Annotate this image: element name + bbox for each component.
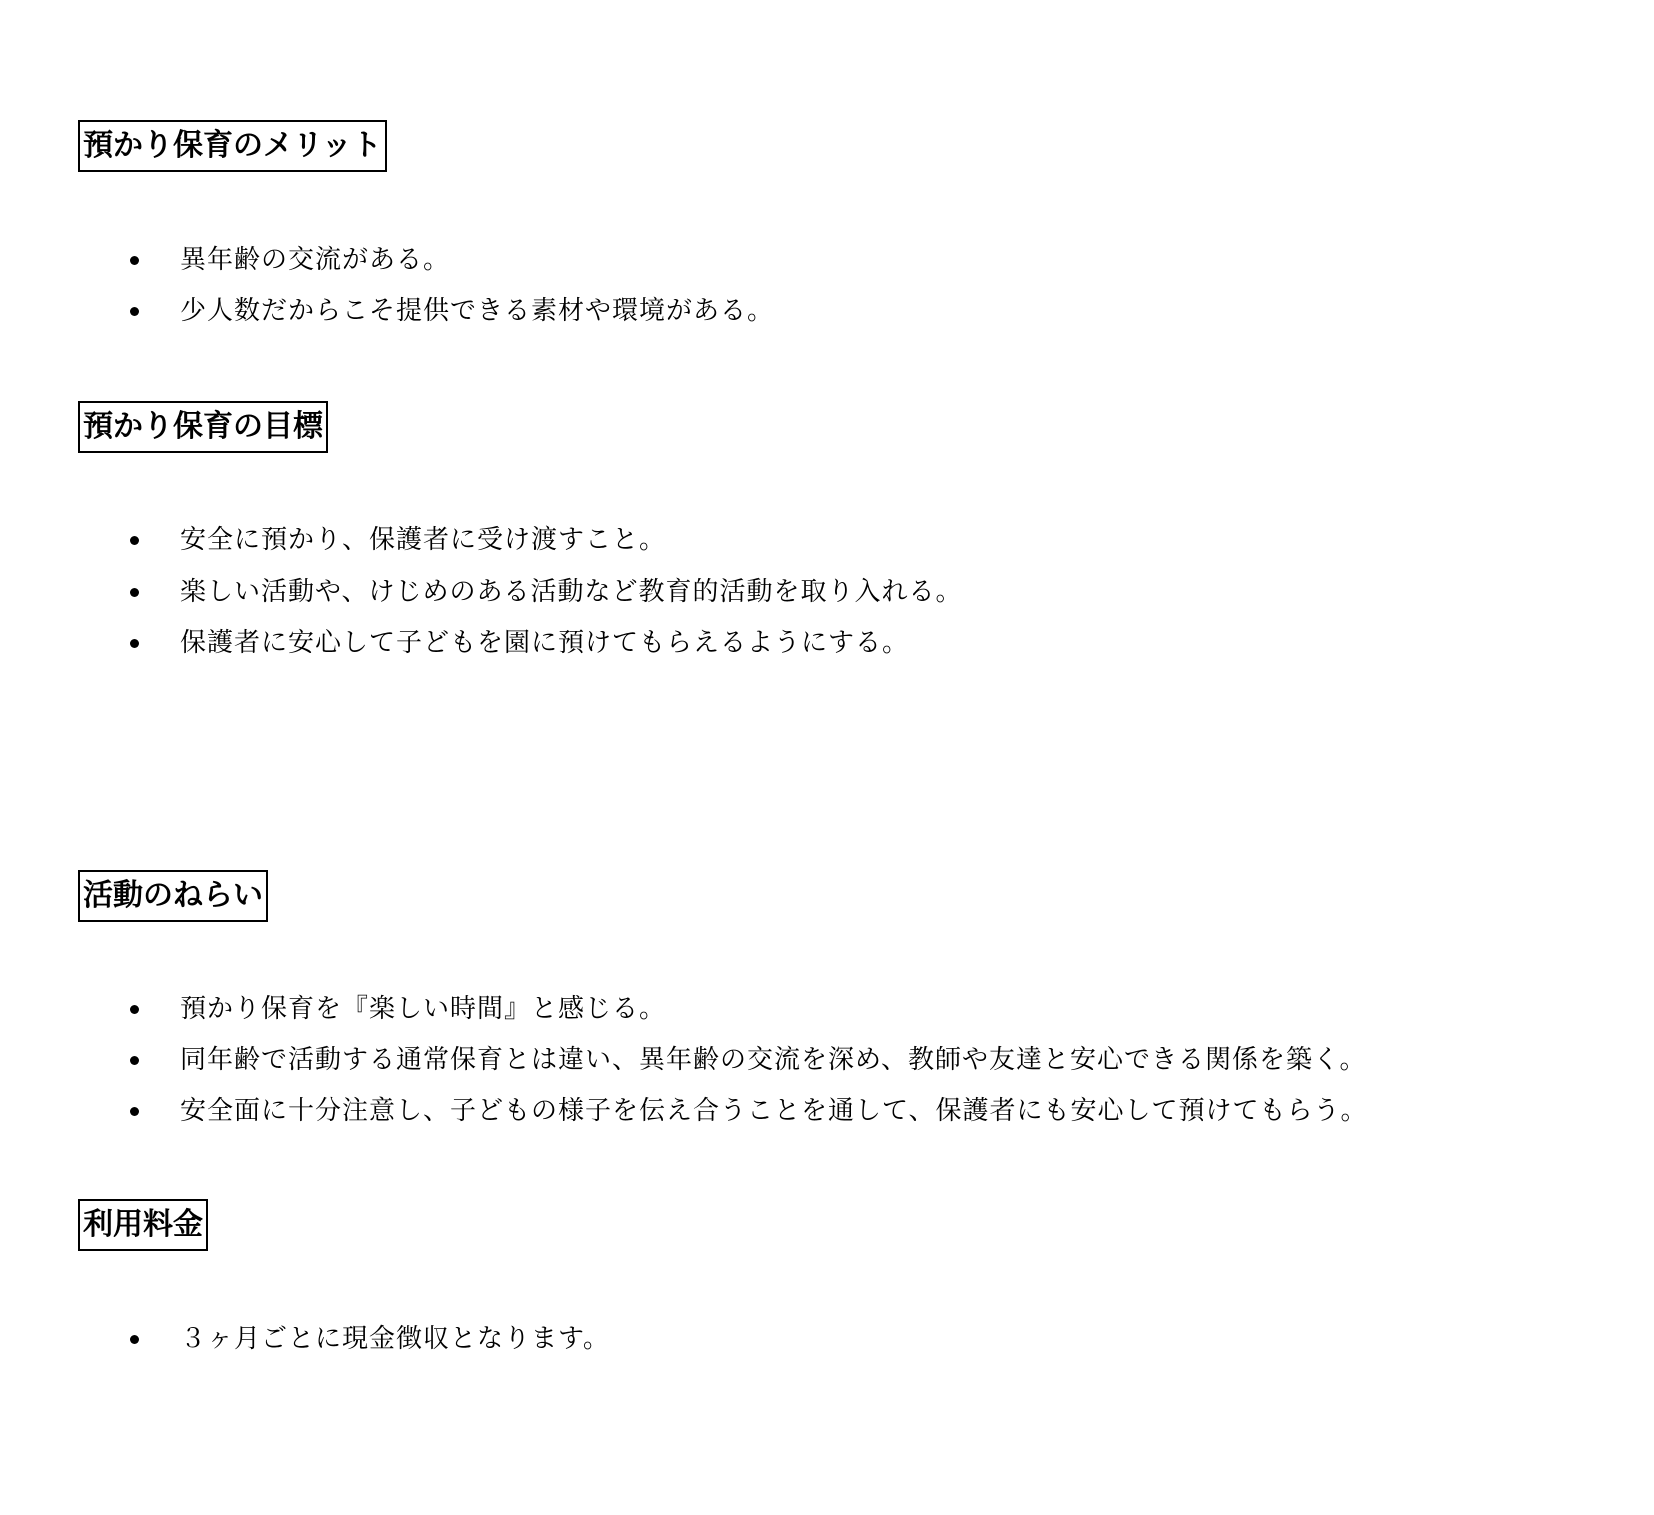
- bullet-icon: [130, 1335, 139, 1344]
- list-item-text: 保護者に安心して子どもを園に預けてもらえるようにする。: [180, 628, 910, 658]
- list-item-text: ３ヶ月ごとに現金徴収となります。: [180, 1324, 610, 1354]
- bullet-icon: [130, 307, 139, 316]
- section-heading-goals: [78, 401, 328, 453]
- section-heading-text: 預かり保育の目標: [83, 409, 323, 444]
- list-item-text: 安全に預かり、保護者に受け渡すこと。: [180, 525, 667, 555]
- bullet-icon: [130, 256, 139, 265]
- list-item-text: 預かり保育を『楽しい時間』と感じる。: [180, 994, 667, 1024]
- list-item-text: 同年齢で活動する通常保育とは違い、異年齢の交流を深め、教師や友達と安心できる関係を築く。: [180, 1045, 1367, 1075]
- section-heading-text: 活動のねらい: [83, 878, 263, 913]
- section-heading-fees: [78, 1199, 208, 1251]
- list-item-text: 楽しい活動や、けじめのある活動など教育的活動を取り入れる。: [180, 577, 963, 607]
- bullet-icon: [130, 639, 139, 648]
- bullet-icon: [130, 1056, 139, 1065]
- section-heading-text: 利用料金: [83, 1207, 203, 1242]
- section-heading-aims: [78, 870, 268, 922]
- bullet-icon: [130, 1107, 139, 1116]
- section-heading-text: 預かり保育のメリット: [83, 128, 382, 163]
- bullet-icon: [130, 588, 139, 597]
- list-item-text: 少人数だからこそ提供できる素材や環境がある。: [180, 296, 775, 326]
- list-item-text: 安全面に十分注意し、子どもの様子を伝え合うことを通して、保護者にも安心して預けてもらう。: [180, 1096, 1368, 1126]
- section-heading-merits: [78, 120, 387, 172]
- list-item-text: 異年齢の交流がある。: [180, 245, 451, 275]
- bullet-icon: [130, 1005, 139, 1014]
- bullet-icon: [130, 536, 139, 545]
